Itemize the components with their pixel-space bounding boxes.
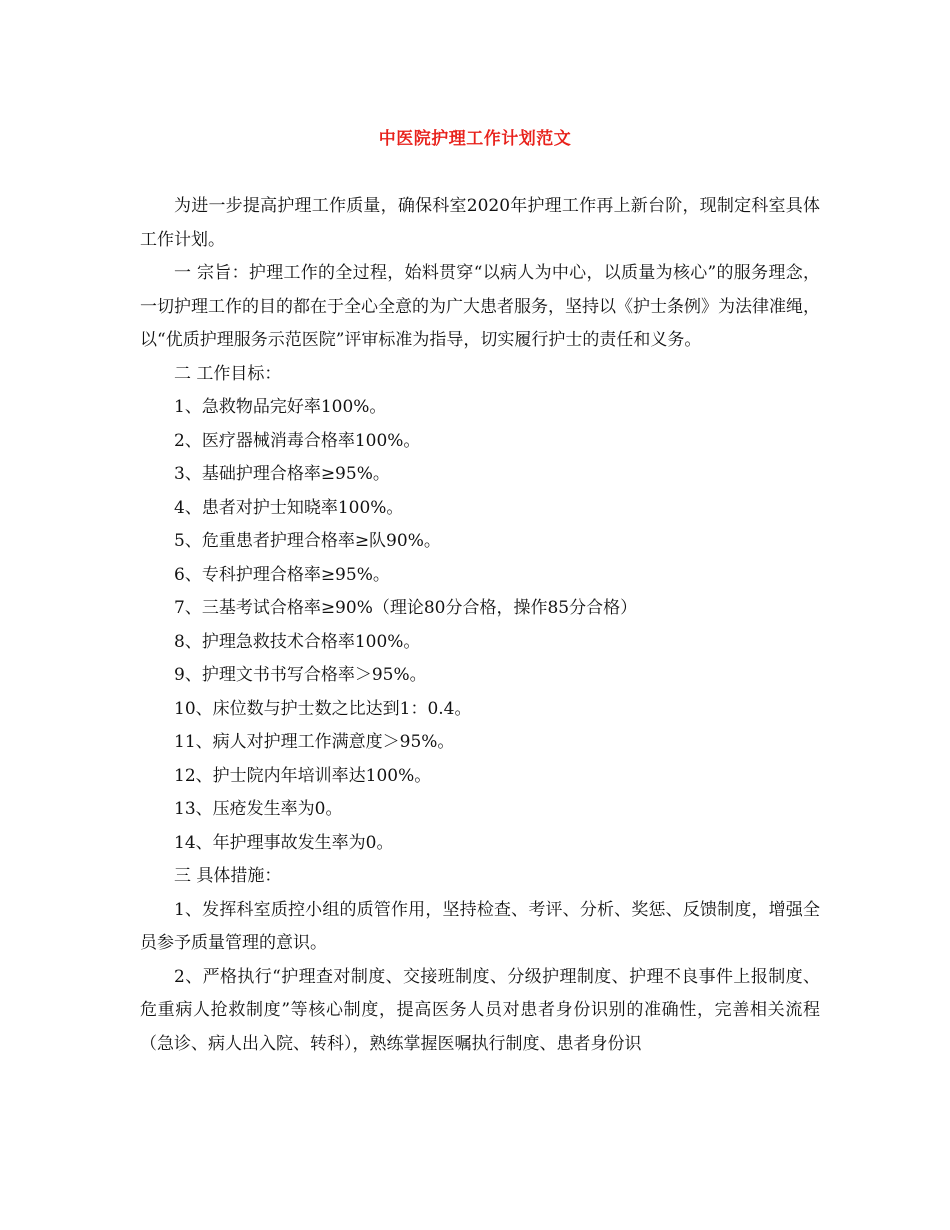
goal-item: 10、床位数与护士数之比达到1：0.4。 xyxy=(174,698,472,719)
goal-item: 12、护士院内年培训率达100%。 xyxy=(174,765,432,786)
goal-item: 8、护理急救技术合格率100%。 xyxy=(174,631,421,652)
measure-item: 1、发挥科室质控小组的质管作用，坚持检查、考评、分析、奖惩、反馈制度，增强全员参予质量管理的意识。 xyxy=(140,899,820,953)
goals-heading: 二 工作目标： xyxy=(174,363,282,384)
goal-item: 2、医疗器械消毒合格率100%。 xyxy=(174,430,421,451)
intro-paragraph: 为进一步提高护理工作质量，确保科室2020年护理工作再上新台阶，现制定科室具体工作计划。 xyxy=(140,196,820,250)
goal-item: 5、危重患者护理合格率≥队90%。 xyxy=(174,531,441,551)
goal-item: 1、急救物品完好率100%。 xyxy=(174,397,387,417)
purpose-paragraph: 一 宗旨：护理工作的全过程，始料贯穿“以病人为中心，以质量为核心”的服务理念，一切护理工作的目的都在于全心全意的为广大患者服务，坚持以《护士条例》为法律准绳，以“优质护理服务示范医院”评审标准为指导，切实履行护士的责任和义务。 xyxy=(140,263,820,350)
measures-heading: 三 具体措施： xyxy=(174,866,282,886)
goal-item: 7、三基考试合格率≥90%（理论80分合格，操作85分合格） xyxy=(174,598,638,618)
goal-item: 11、病人对护理工作满意度＞95%。 xyxy=(174,732,455,752)
document-title: 中医院护理工作计划范文 xyxy=(378,129,572,149)
goal-item: 3、基础护理合格率≥95%。 xyxy=(174,464,390,484)
goal-item: 4、患者对护士知晓率100%。 xyxy=(174,497,404,518)
measure-item: 2、严格执行“护理查对制度、交接班制度、分级护理制度、护理不良事件上报制度、危重病人抢救制度”等核心制度，提高医务人员对患者身份识别的准确性，完善相关流程（急诊、病人出入院、转科），熟练掌握医嘱执行制度、患者身份识 xyxy=(140,966,820,1054)
goal-item: 6、专科护理合格率≥95%。 xyxy=(174,564,390,585)
document-body xyxy=(140,190,820,1061)
goal-item: 14、年护理事故发生率为0。 xyxy=(174,832,394,853)
goal-item: 13、压疮发生率为0。 xyxy=(174,799,343,819)
goal-item: 9、护理文书书写合格率＞95%。 xyxy=(174,665,427,685)
